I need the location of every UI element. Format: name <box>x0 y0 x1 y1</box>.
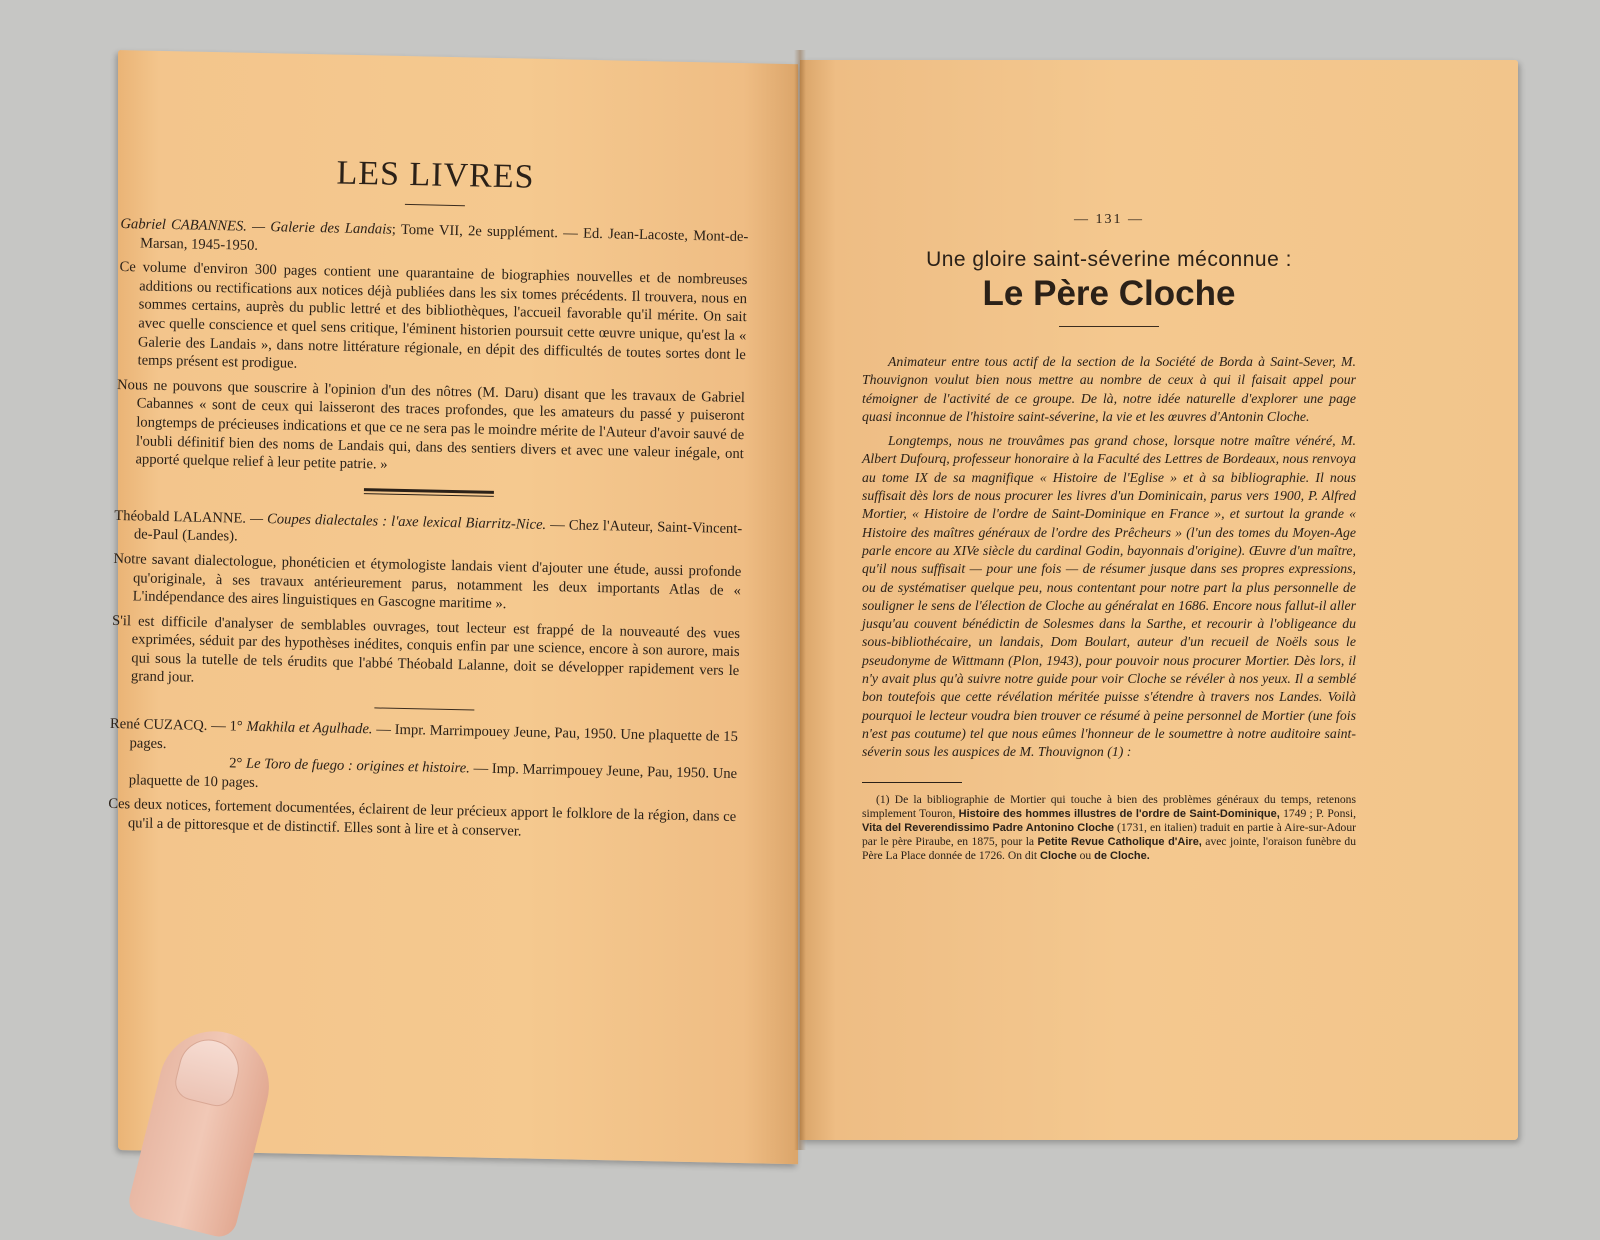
entry-title: Le Toro de fuego : origines et histoire. <box>245 755 471 777</box>
article-supertitle: Une gloire saint-séverine méconnue : <box>926 248 1292 271</box>
entry-citation-rest: — Chez l'Auteur, Saint-Vincent-de-Paul (Landes). <box>133 516 743 545</box>
entry-citation-rest: ; Tome VII, 2e supplément. — Ed. Jean-Lacoste, Mont-de-Marsan, 1945-1950. <box>139 221 749 254</box>
footnote: (1) De la bibliographie de Mortier qui touche à bien des problèmes généraux du temps, retenons simplement Touron, Histoire des hommes illustres de l'ordre de Saint-Dominique, 1749 ; P. Ponsi, Vita del Reverendissimo Padre Antonino Cloche (1731, en italien) traduit en partie à Aire-sur-Adour par le père Piraube, en 1875, pour la Petite Revue Catholique d'Aire, avec jointe, l'oraison funèbre du Père La Place donnée de 1726. On dit Cloche ou de Cloche. <box>862 792 1356 862</box>
entry-author: René CUZACQ. <box>109 715 208 734</box>
entry-citation: Gabriel CABANNES. — Galerie des Landais; Tome VII, 2e supplément. — Ed. Jean-Lacoste, Mont-de-Marsan, 1945-1950. <box>120 215 749 254</box>
book-gutter <box>794 50 806 1150</box>
entry-author: Gabriel CABANNES. <box>120 215 248 235</box>
entry-citation-second: 2° Le Toro de fuego : origines et histoire. — Imp. Marrimpouey Jeune, Pau, 1950. Une plaquette de 10 pages. <box>128 755 738 791</box>
double-rule-divider <box>364 488 494 497</box>
article-title: Le Père Cloche <box>982 274 1236 313</box>
entry-title: Makhila et Agulhade. <box>246 718 373 738</box>
page-number: — 131 — <box>1074 212 1144 227</box>
entry-citation: René CUZACQ. — 1° Makhila et Agulhade. — Impr. Marrimpouey Jeune, Pau, 1950. Une plaquette de 15 pages. <box>109 715 739 752</box>
left-page-content <box>108 150 750 846</box>
entry-paragraph: Ces deux notices, fortement documentées, éclairent de leur précieux apport le folklore de la région, dans ce qu'il a de pittoresque et de distinctif. Elles sont à lire et à conserver. <box>108 796 737 840</box>
book-entry-lalanne <box>111 507 743 699</box>
book-entry-cuzacq <box>108 715 738 846</box>
entry-author: Théobald LALANNE. <box>114 507 247 527</box>
entry-paragraph: Nous ne pouvons que souscrire à l'opinion d'un des nôtres (M. Daru) disant que les travaux de Gabriel Cabannes « sont de ceux qui laisseront des traces profondes, que les amateurs du passé y puiseront longtemps de précieuses indications et que ce ne sera pas le moindre mérite de l'Auteur d'avoir sauvé de l'oubli définitif bien des noms de Landais qui, dans des sentiers divers et avec une valeur inégale, ont apporté quelque relief à leur petite patrie. » <box>116 376 746 473</box>
entry-title: Galerie des Landais <box>270 219 393 238</box>
entry-paragraph: Ce volume d'environ 300 pages contient une quarantaine de biographies nouvelles et de nombreuses additions ou rectifications aux notices déjà publiées dans les six tomes précédents. Il trouvera, nous en sommes certains, auprès du public lettré et des bibliothèques, l'accueil favorable qu'il mérite. On sait avec quelle conscience et quel sens critique, l'éminent historien poursuit cette œuvre unique, qu'est la « Galerie des Landais », dans notre littérature régionale, en dépit des difficultés de toutes sortes dont le temps présent est prodigue. <box>119 259 748 372</box>
thumbnail <box>171 1033 245 1110</box>
book-entry-cabannes <box>115 215 748 482</box>
footnote-rule <box>862 782 962 783</box>
entry-divider-rule <box>374 707 474 710</box>
right-page-content <box>862 212 1356 863</box>
heading-rule <box>405 204 465 206</box>
title-rule <box>1059 326 1159 327</box>
entry-paragraph: Notre savant dialectologue, phonéticien et étymologiste landais vient d'ajouter une étude, aussi profonde qu'originale, à ses travaux antérieurement parus, notamment les deux importants Atlas de « L'indépendance des aires linguistiques en Gascogne maritime ». <box>113 550 742 613</box>
entry-paragraph: S'il est difficile d'analyser de semblables ouvrages, tout lecteur est frappé de la nouveauté des vues exprimées, séduit par des hypothèses inédites, conquis enfin par une science, encore à son aurore, mais qui sous la tutelle de tels érudits que l'abbé Théobald Lalanne, doit se développer rapidement vers le grand jour. <box>111 612 741 687</box>
article-paragraph: Longtemps, nous ne trouvâmes pas grand chose, lorsque notre maître vénéré, M. Albert Dufourq, professeur honoraire à la Faculté des Lettres de Bordeaux, nous renvoya au tome IX de sa magnifique « Histoire de l'Eglise » et à sa bibliographie. Il nous suffisait dès lors de nous procurer les livres d'un Dominicain, parus vers 1900, P. Alfred Mortier, « Histoire de l'ordre de Saint-Dominique en France », et surtout la grande « Histoire des maîtres généraux de l'ordre des Prêcheurs » (l'un des tomes du Moyen-Age parle encore au XIVe siècle du cardinal Godin, bayonnais d'origine). Œuvre d'un maître, qu'il nous suffisait — pour une fois — de résumer jusque dans ses propres expressions, ou de systématiser quelque peu, nous contentant pour notre part la plus personnelle de souligner le sens de l'élection de Cloche au généralat en 1686. Encore nous fallut-il aller jusqu'au couvent bénédictin de Solesmes dans la Sarthe, et recourir à l'obligeance du sous-bibliothécaire, un landais, Dom Boulart, auteur d'un recueil de Noëls sous le pseudonyme de Wittmann (Plon, 1943), pour pouvoir nous procurer Mortier. Dès lors, il n'y avait plus qu'à suivre notre guide pour voir Cloche se révéler à nos yeux. Il a semblé bon toutefois que cette révélation méritée puisse s'étendre à travers nos Landes. Voilà pourquoi le lecteur voudra bien trouver ce résumé à peine personnel de Mortier (une fois n'est pas coutume) tel que nous eûmes l'honneur de le soumettre à notre auditoire saint-séverin sous les auspices de M. Thouvignon (1) : <box>862 433 1356 760</box>
entry-title: Coupes dialectales : l'axe lexical Biarritz-Nice. <box>266 510 547 533</box>
entry-citation: Théobald LALANNE. — Coupes dialectales : l'axe lexical Biarritz-Nice. — Chez l'Auteur, Saint-Vincent-de-Paul (Landes). <box>114 507 743 545</box>
article-paragraph: Animateur entre tous actif de la section de la Société de Borda à Saint-Sever, M. Thouvignon voulut bien nous mettre au nombre de ceux à qui il faisait appel pour témoigner de l'activité de ce groupe. De là, notre idée naturelle d'explorer une page quasi inconnue de l'histoire saint-séverine, la vie et les œuvres d'Antonin Cloche. <box>862 354 1356 424</box>
section-heading: LES LIVRES <box>336 154 535 196</box>
